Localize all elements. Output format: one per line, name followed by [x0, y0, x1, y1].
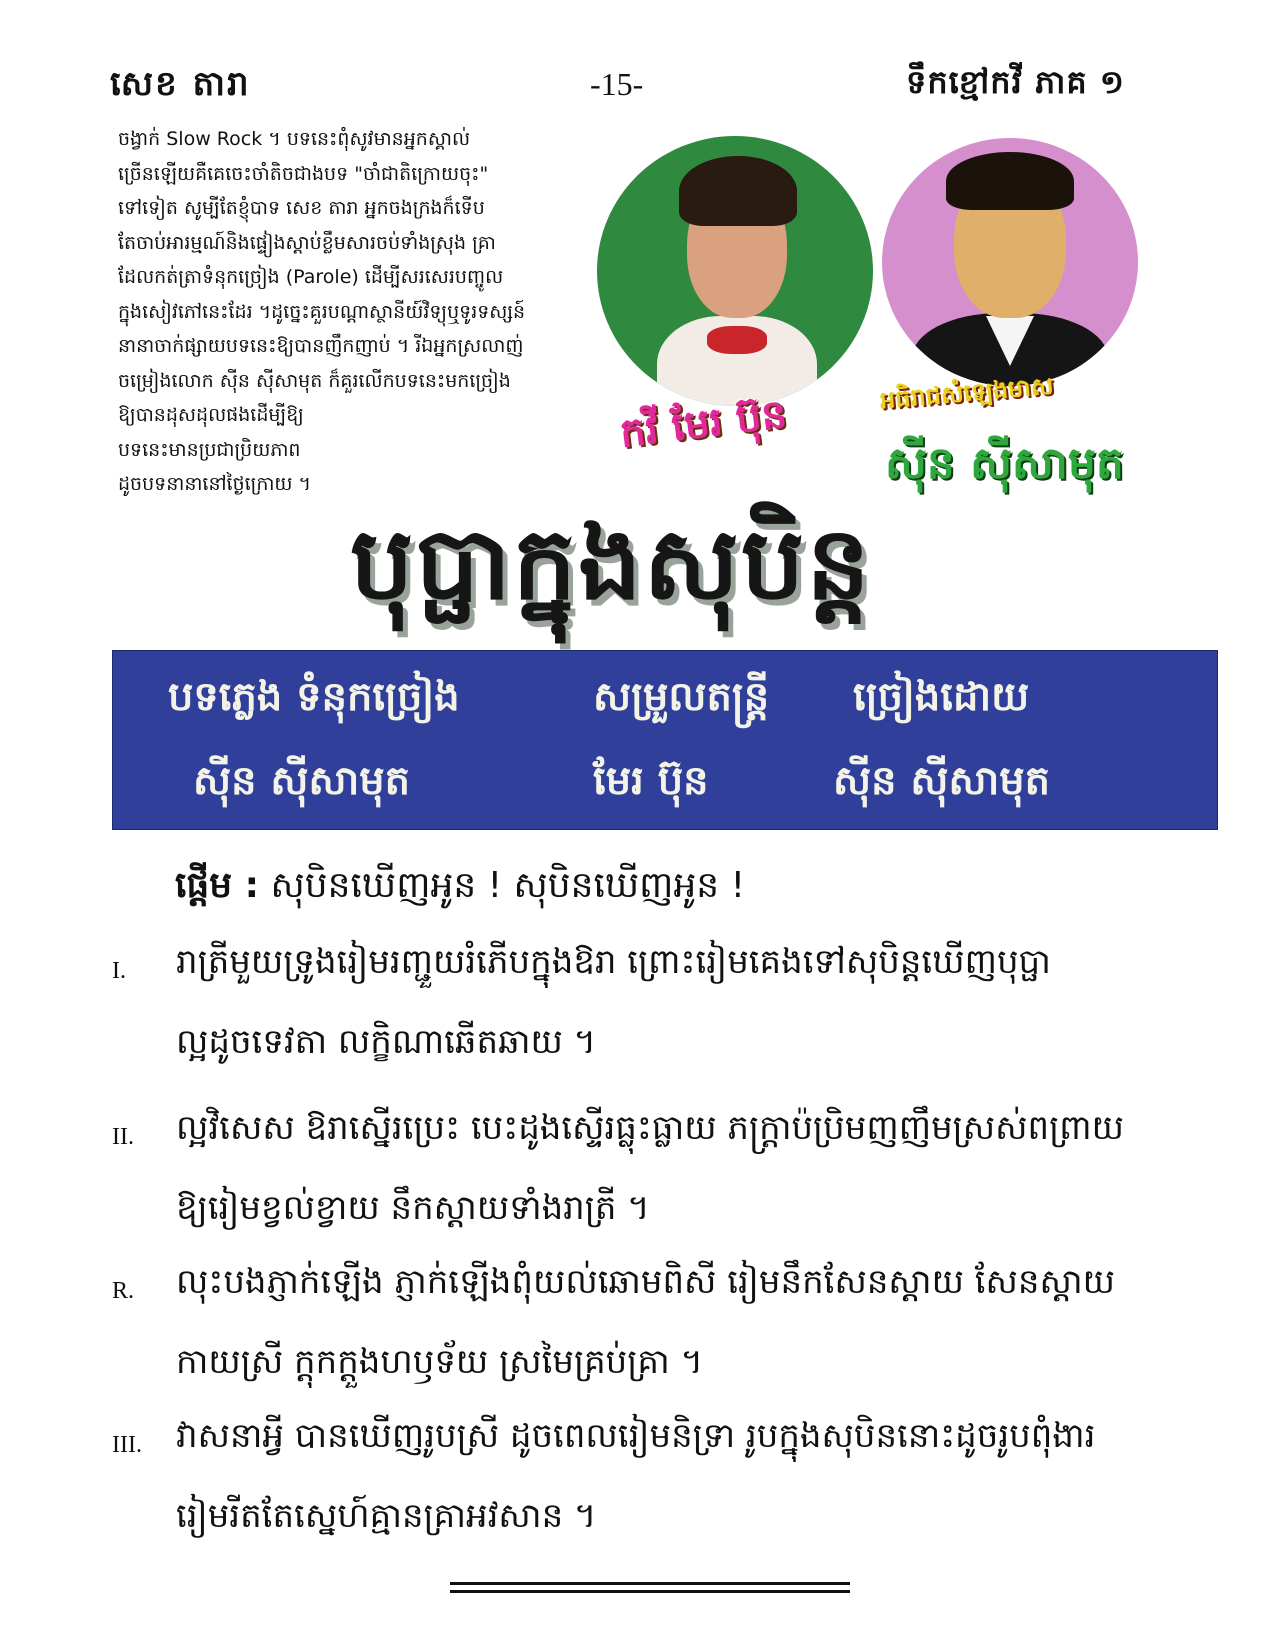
intro-line: ចង្វាក់ Slow Rock ។ បទនេះពុំសូវមានអ្នកស្គាល់ — [118, 128, 471, 150]
intro-paragraph — [118, 122, 588, 502]
credit-melody-lyrics-value: ស៊ីន ស៊ីសាមុត — [193, 758, 411, 804]
verse-number: III. — [112, 1432, 142, 1458]
singer-portrait — [882, 138, 1138, 386]
credits-box — [112, 650, 1218, 830]
intro-line: ដូចបទនានានៅថ្ងៃក្រោយ ។ — [118, 473, 312, 495]
verse-line: វាសនាអ្វី បានឃើញរូបស្រី ដូចពេលរៀមនិទ្រា រូបក្នុងសុបិននោះដូចរូបពុំងារ — [176, 1416, 1096, 1456]
verse-line: ឱ្យរៀមខ្វល់ខ្វាយ នឹកស្តាយទាំងរាត្រី ។ — [176, 1188, 650, 1228]
intro-line: នានាចាក់ផ្សាយបទនេះឱ្យបានញឹកញាប់ ។ រីឯអ្នកស្រលាញ់ — [118, 335, 524, 357]
page-number: -15- — [590, 66, 644, 102]
poet-portrait — [597, 136, 873, 406]
verse-line: រាត្រីមួយទ្រូងរៀមរញ្ជួយរំភើបក្នុងឱរា ព្រោះរៀមគេងទៅសុបិន្តឃើញបុប្ផា — [176, 942, 1051, 982]
lyrics-intro-text: សុបិនឃើញអូន ! សុបិនឃើញអូន ! — [259, 865, 746, 906]
credit-melody-lyrics-label: បទភ្លេង ទំនុកច្រៀង — [168, 674, 460, 720]
lyrics-intro-label: ផ្តើម : — [175, 865, 260, 906]
verse-line: ល្អដូចទេវតា លក្ខិណាឆើតឆាយ ។ — [176, 1022, 597, 1062]
header-book-title: ទឹកខ្មៅកវី ភាគ ១ — [906, 63, 1125, 101]
verse-line: លុះបងភ្ញាក់ឡើង ភ្ញាក់ឡើងពុំយល់ឆោមពិសី រៀមនឹកសែនស្តាយ សែនស្តាយ — [176, 1262, 1116, 1302]
footer-rule — [450, 1590, 850, 1593]
portrait-hair — [946, 152, 1074, 210]
song-title: បុប្ផាក្នុងសុបិន្ត — [350, 505, 872, 622]
credit-singer-value: ស៊ីន ស៊ីសាមុត — [833, 758, 1051, 804]
intro-line: ច្រើនឡើយគឺគេចេះចាំតិចជាងបទ "ចាំជាតិក្រោយចុះ" — [118, 162, 489, 185]
verse-number: II. — [112, 1124, 134, 1150]
portrait-hair — [679, 156, 797, 226]
intro-line: ក្នុងសៀវភៅនេះដែរ ។ដូច្នេះគួរបណ្តាស្ថានីយ៍វិទ្យុឬទូរទស្សន៍ — [118, 300, 526, 323]
verse-number: I. — [112, 958, 126, 984]
verse-line: កាយស្រី ក្តុកក្តួងហឫទ័យ ស្រមៃគ្រប់គ្រា ។ — [176, 1342, 703, 1382]
intro-line: ចម្រៀងលោក ស៊ីន ស៊ីសាមុត ក៏គួរលើកបទនេះមកច្រៀង — [118, 369, 511, 392]
verse-number: R. — [112, 1278, 135, 1304]
credit-singer-label: ច្រៀងដោយ — [853, 674, 1030, 720]
intro-line: ទៅទៀត សូម្បីតែខ្ញុំបាទ សេខ តារា អ្នកចងក្រងក៏ទើប — [118, 197, 485, 219]
intro-line: តែចាប់អារម្មណ៍និងផ្ទៀងស្តាប់ខ្លឹមសារចប់ទាំងស្រុង គ្រា — [118, 231, 496, 254]
poet-name: កវី មែរ ប៊ុន — [617, 390, 790, 458]
lyrics-intro — [175, 862, 745, 915]
intro-line: ដែលកត់ត្រាទំនុកច្រៀង (Parole) ដើម្បីសរសេរបញ្ចូល — [118, 266, 504, 288]
intro-line: ឱ្យបានដុសដុលផងដើម្បីឱ្យ — [118, 404, 304, 426]
singer-name: ស៊ីន ស៊ីសាមុត — [885, 438, 1124, 489]
verse-line: ល្អវិសេស ឱរាស្នើរប្រេះ បេះដូងស្ទើរធ្លុះធ្លាយ ភក្ត្រាប៉ប្រិមញញឹមស្រស់ពព្រាយ — [176, 1108, 1124, 1148]
credit-arrangement-value: មែរ ប៊ុន — [593, 758, 709, 804]
footer-rule — [450, 1582, 850, 1585]
singer-title: អធិរាជសំឡេងមាស — [878, 371, 1055, 415]
credit-arrangement-label: សម្រួលតន្ត្រី — [593, 674, 770, 720]
intro-line: បទនេះមានប្រជាប្រិយភាព — [118, 438, 301, 461]
bow-tie — [707, 326, 767, 354]
verse-line: រៀមរីតតែស្នេហ៍គ្មានគ្រាអវសាន ។ — [176, 1496, 597, 1536]
header-author: សេខ តារា — [110, 64, 251, 104]
